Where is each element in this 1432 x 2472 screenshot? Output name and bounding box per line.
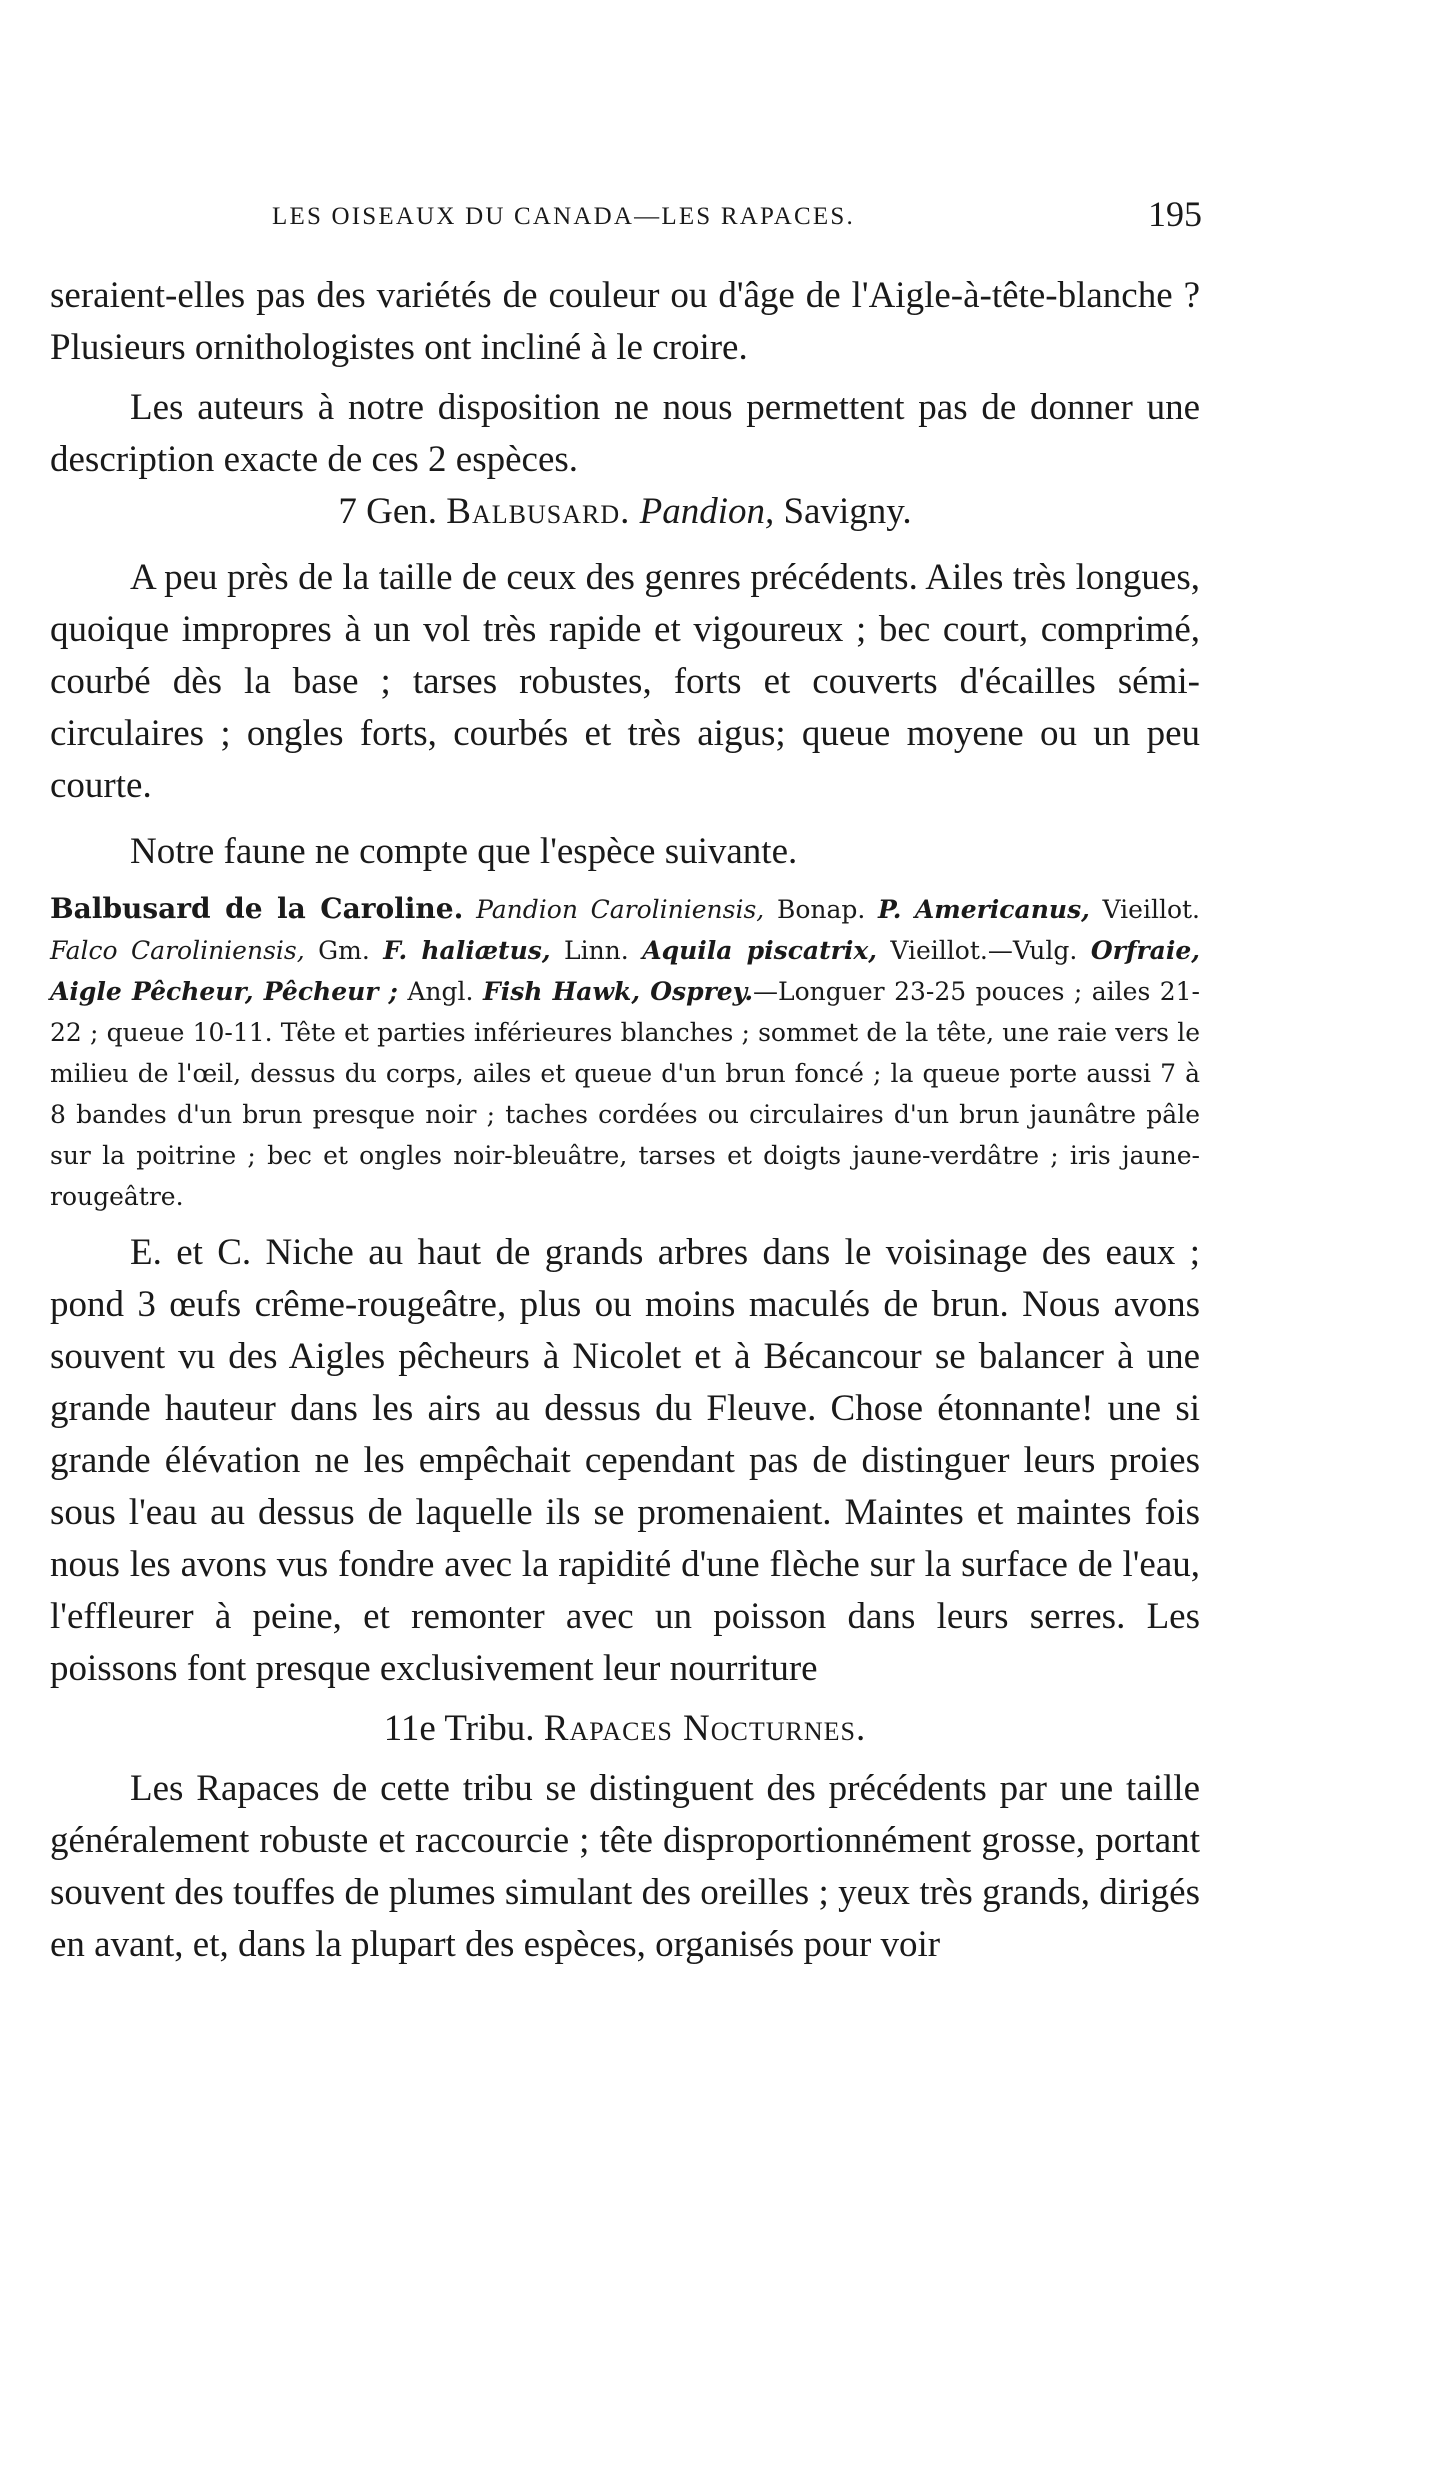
paragraph-fauna-note: Notre faune ne compte que l'espèce suivante. [130,831,798,872]
species-vulgar-label: Vieillot.—Vulg. [876,936,1091,965]
species-latin-4: F. haliætus, [383,936,551,965]
genus-latin: Pandion, [639,491,775,532]
running-head: LES OISEAUX DU CANADA—LES RAPACES. [272,203,855,230]
genus-author: Savigny. [783,491,912,532]
species-latin-1: Pandion Caroliniensis, [476,895,765,924]
species-latin-5: Aquila piscatrix, [642,936,877,965]
species-latin-2: P. Americanus, [878,895,1090,924]
tribe-name: Rapaces Nocturnes. [543,1708,867,1749]
species-description: —Longuer 23-25 pouces ; ailes 21-22 ; queue 10-11. Tête et parties inférieures blanches ; sommet de la tête, une raie vers le milieu de l'œil, dessus du corps, ailes et queue d'un brun foncé ; la queue porte aussi 7 à 8 bandes d'un brun presque noir ; taches cordées ou circulaires d'un brun jaunâtre pâle sur la poitrine ; bec et ongles noir-bleuâtre, tarses et doigts jaune-verdâtre ; iris jaune-rougeâtre. [50,977,1200,1211]
page-header [272,193,1202,233]
species-english-label: Angl. [397,977,483,1006]
paragraph-habits: E. et C. Niche au haut de grands arbres dans le voisinage des eaux ; pond 3 œufs crême-rougeâtre, plus ou moins maculés de brun. Nous avons souvent vu des Aigles pêcheurs à Nicolet et à Bécancour se balancer à une grande hauteur dans les airs au dessus du Fleuve. Chose étonnante! une si grande élévation ne les empêchait cependant pas de distinguer leurs proies sous l'eau au dessus de laquelle ils se promenaient. Maintes et maintes fois nous les avons vus fondre avec la rapidité d'une flèche sur la surface de l'eau, l'effleurer à peine, et remonter avec un poisson dans leurs serres. Les poissons font presque exclusivement leur nourriture [50,1232,1200,1689]
genus-prefix: 7 Gen. [338,491,438,532]
species-vulgar-names: Orfraie, Aigle Pêcheur, Pêcheur ; [50,936,1200,1006]
genus-heading [50,486,1200,538]
species-entry [50,888,1200,1217]
species-latin-3: Falco Caroliniensis, [50,936,305,965]
tribe-heading [50,1703,1200,1755]
species-author-1: Bonap. [764,895,879,924]
species-author-4: Linn. [550,936,643,965]
paragraph-tribe-description: Les Rapaces de cette tribu se distinguent des précédents par une taille généralement robuste et raccourcie ; tête disproportionnément grosse, portant souvent des touffes de plumes simulant des oreilles ; yeux très grands, dirigés en avant, et, dans la plupart des espèces, organisés pour voir [50,1768,1200,1965]
genus-name: Balbusard. [446,491,631,532]
paragraph-continuation: seraient-elles pas des variétés de couleur ou d'âge de l'Aigle-à-tête-blanche ? Plusieurs ornithologistes ont incliné à le croire. [50,275,1200,368]
paragraph-genus-description: A peu près de la taille de ceux des genres précédents. Ailes très longues, quoique impropres à un vol très rapide et vigoureux ; bec court, comprimé, courbé dès la base ; tarses robustes, forts et couverts d'écailles sémi-circulaires ; ongles forts, courbés et très aigus; queue moyene ou un peu courte. [50,557,1200,806]
species-author-2: Vieillot. [1089,895,1200,924]
species-name: Balbusard de la Caroline. [50,892,464,925]
paragraph-authors-note: Les auteurs à notre disposition ne nous permettent pas de donner une description exacte de ces 2 espèces. [50,387,1200,480]
species-english-names: Fish Hawk, Osprey. [482,977,754,1006]
tribe-prefix: 11e Tribu. [383,1708,535,1749]
species-author-3: Gm. [304,936,384,965]
page-body [50,270,1200,1971]
page-number: 195 [1148,194,1202,234]
